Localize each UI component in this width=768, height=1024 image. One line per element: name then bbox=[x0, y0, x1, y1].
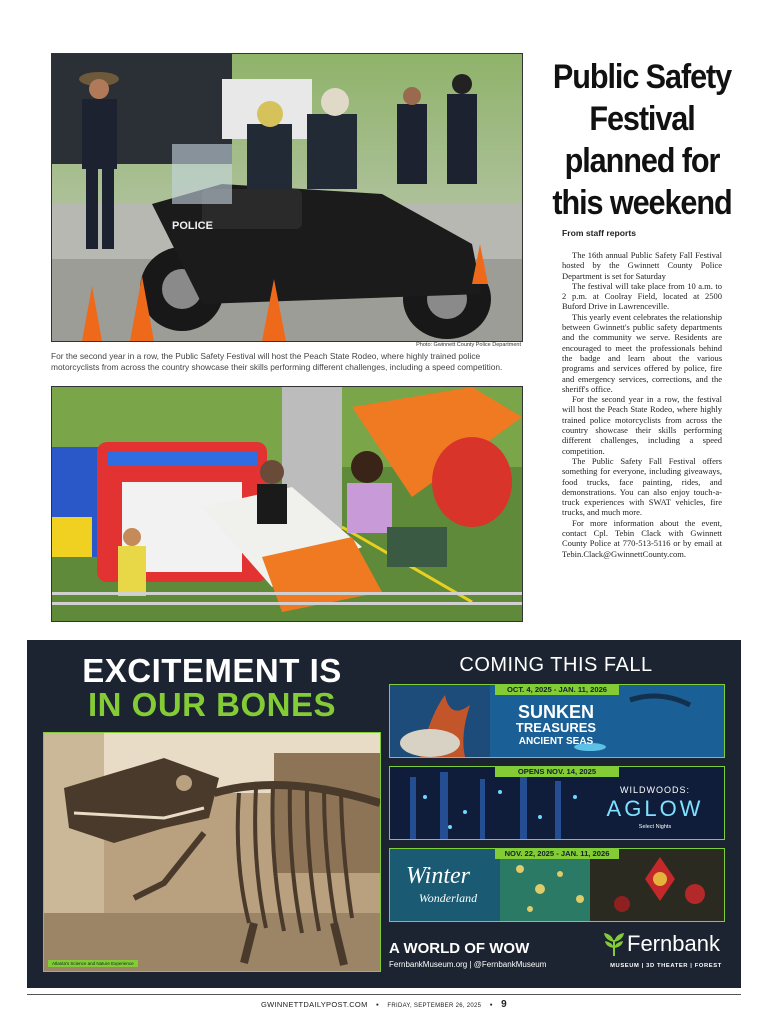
event-date-badge: OCT. 4, 2025 - JAN. 11, 2026 bbox=[495, 685, 619, 695]
event-title-line2: AGLOW bbox=[606, 796, 704, 821]
photo-police-rodeo-image bbox=[52, 54, 522, 341]
article-paragraph: For the second year in a row, the festival will host the Peach State Rodeo, where highly trained police motorcyclists from across the country showcase their skills performing different challenges, including a speed competition. bbox=[562, 394, 722, 456]
article-paragraph: The 16th annual Public Safety Fall Festival hosted by the Gwinnett County Police Department is set for Saturday bbox=[562, 250, 722, 281]
footer-site[interactable]: GWINNETTDAILYPOST.COM bbox=[261, 1000, 368, 1009]
photo-festival-ride bbox=[51, 386, 523, 622]
footer-rule bbox=[27, 994, 741, 995]
article-byline: From staff reports bbox=[562, 228, 637, 238]
event-wildwoods-aglow[interactable] bbox=[389, 766, 725, 840]
article-paragraph: This yearly event celebrates the relationship between Gwinnett's public safety departments and the community we serve. Residents are encouraged to meet the professionals behind the badge and learn about the various programs and services offered by police, fire and emergency services, corrections, and the sheriff's office. bbox=[562, 311, 722, 394]
fernbank-subtitle: MUSEUM | 3D THEATER | FOREST bbox=[610, 963, 722, 969]
event-winter-wonderland[interactable] bbox=[389, 848, 725, 922]
article-paragraph: The Public Safety Fall Festival offers something for everyone, including giveaways, food trucks, face painting, rides, and demonstrations. You can also enjoy touch-a-truck experiences with SWAT vehicles, fire trucks, and much more. bbox=[562, 455, 722, 518]
fernbank-logo[interactable]: Fernbank bbox=[627, 931, 720, 956]
article-body bbox=[562, 250, 722, 559]
fernbank-leaf-icon bbox=[603, 932, 625, 961]
event-title-line2: Wonderland bbox=[418, 891, 478, 905]
ad-photo-tag: Atlanta's Science and Nature Experience bbox=[48, 960, 138, 967]
footer-date: FRIDAY, SEPTEMBER 26, 2025 bbox=[387, 1003, 482, 1009]
photo-festival-ride-image bbox=[52, 387, 522, 621]
article-headline: Public Safety Festival planned for this weekend bbox=[552, 58, 732, 222]
event-title-line1: SUNKEN bbox=[517, 702, 594, 722]
ad-contact[interactable]: FernbankMuseum.org | @FernbankMuseum bbox=[389, 960, 547, 969]
fernbank-advertisement[interactable] bbox=[27, 640, 741, 988]
event-title-line1: WILDWOODS: bbox=[620, 785, 690, 795]
ad-dinosaur-photo bbox=[43, 732, 381, 972]
ad-headline-line1: EXCITEMENT IS bbox=[82, 652, 342, 689]
footer-bullet: ▪ bbox=[489, 1000, 493, 1009]
article-paragraph: The festival will take place from 10 a.m. to 2 p.m. at Coolray Field, located at 2500 Buford Drive in Lawrenceville. bbox=[562, 280, 722, 312]
dinosaur-skeleton-image bbox=[44, 733, 380, 971]
ad-tagline: A WORLD OF WOW bbox=[389, 940, 530, 957]
event-date-badge: NOV. 22, 2025 - JAN. 11, 2026 bbox=[495, 849, 619, 859]
photo-credit: Photo: Gwinnett County Police Department bbox=[416, 342, 521, 348]
photo-caption: For the second year in a row, the Public Safety Festival will host the Peach State Rodeo, where highly trained police motorcyclists from across the country showcase their skills performing different challenges, including a speed competition. bbox=[51, 351, 503, 372]
event-title-line3: ANCIENT SEAS bbox=[518, 736, 594, 747]
footer-page-number: 9 bbox=[501, 999, 507, 1010]
ad-headline-line2: IN OUR BONES bbox=[87, 686, 337, 723]
event-title-line3: Select Nights bbox=[638, 824, 672, 830]
photo-police-rodeo bbox=[51, 53, 523, 342]
event-date-badge: OPENS NOV. 14, 2025 bbox=[495, 767, 619, 777]
event-title-line1: Winter bbox=[406, 863, 470, 889]
article-paragraph: For more information about the event, contact Cpl. Tebin Clack with Gwinnett County Police at 770-513-5116 or by email at Tebin.Clack@GwinnettCounty.com. bbox=[562, 517, 722, 559]
bike-police-lettering: POLICE bbox=[172, 220, 213, 232]
footer-bullet: ▪ bbox=[376, 1000, 379, 1009]
event-title-line2: TREASURES bbox=[515, 720, 597, 735]
event-sunken-treasures[interactable] bbox=[389, 684, 725, 758]
page-footer bbox=[0, 999, 768, 1010]
ad-coming-this-fall: COMING THIS FALL bbox=[459, 654, 653, 676]
